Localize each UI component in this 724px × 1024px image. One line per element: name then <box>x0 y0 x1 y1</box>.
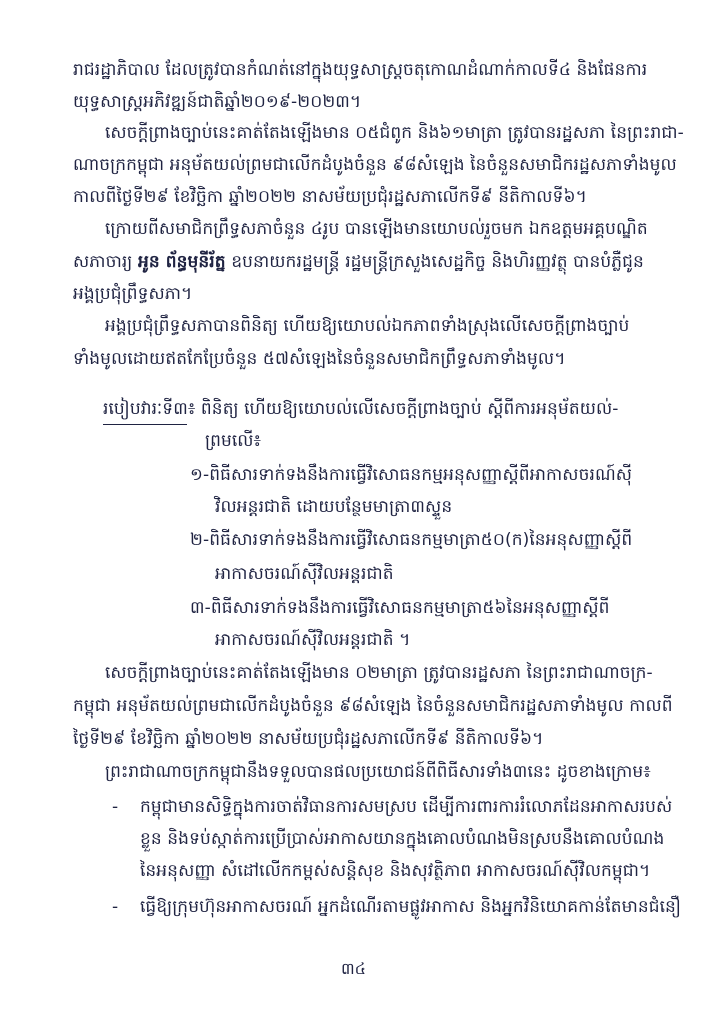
paragraph-line: ណាចក្រកម្ពុជា អនុម័តយល់ព្រមជាលើកដំបូងចំនួន ៩៨សំឡេង នៃចំនួនសមាជិករដ្ឋសភាទាំងមូល <box>73 155 677 175</box>
bullet-line: នៃអនុសញ្ញា សំដៅលើកកម្ពស់សន្តិសុខ និងសុវត្ថិភាព អាកាសចរណ៍ស៊ីវិលកម្ពុជា។ <box>140 861 651 881</box>
paragraph-line <box>73 250 644 274</box>
list-item-continuation: អាកាសចរណ៍ស៊ីវិលអន្តរជាតិ ។ <box>215 630 411 650</box>
bullet-dash: - <box>112 897 119 917</box>
paragraph-line: កាលពីថ្ងៃទី២៩ ខែវិច្ឆិកា ឆ្នាំ២០២២ នាសម័យប្រជុំរដ្ឋសភាលើកទី៩ នីតិកាលទី៦។ <box>73 187 587 207</box>
bullet-line: កម្ពុជាមានសិទ្ធិក្នុងការចាត់វិធានការសមស្រប ដើម្បីការពារការរំលោភដែនអាកាសរបស់ <box>140 797 673 817</box>
list-item: ១-ពិធីសារទាក់ទងនឹងការធ្វើវិសោធនកម្មអនុសញ្ញាស្ដីពីអាកាសចរណ៍ស៊ី <box>190 465 633 485</box>
paragraph-line: ថ្ងៃទី២៩ ខែវិច្ឆិកា ឆ្នាំ២០២២ នាសម័យប្រជុំរដ្ឋសភាលើកទី៩ នីតិកាលទី៦។ <box>73 729 544 749</box>
paragraph-line: ក្រោយពីសមាជិកព្រឹទ្ធសភាចំនួន ៤រូប បានឡើងមានយោបល់រួចមក ឯកឧត្តមអគ្គបណ្ឌិត <box>105 219 648 239</box>
paragraph-line: ព្រះរាជាណាចក្រកម្ពុជានឹងទទួលបានផលប្រយោជន៍ពីពិធីសារទាំង៣នេះ ដូចខាងក្រោម៖ <box>105 762 651 782</box>
bullet-line: ខ្លួន និងទប់ស្កាត់ការប្រើប្រាស់អាកាសយានក្នុងគោលបំណងមិនស្របនឹងគោលបំណង <box>140 829 665 849</box>
paragraph-line: ព្រមលើ៖ <box>205 431 262 451</box>
paragraph-line: សេចក្ដីព្រាងច្បាប់នេះគាត់តែងឡើងមាន ០៥ជំពូក និង៦១មាត្រា ត្រូវបានរដ្ឋសភា នៃព្រះរាជា- <box>105 123 684 143</box>
agenda-label: របៀបវារៈទី៣៖ <box>103 399 196 419</box>
list-item: ៣-ពិធីសារទាក់ទងនឹងការធ្វើវិសោធនកម្មមាត្រា៥៦នៃអនុសញ្ញាស្ដីពី <box>190 598 610 618</box>
bullet-dash: - <box>112 797 119 817</box>
paragraph-line: អង្គប្រជុំព្រឹទ្ធសភា។ <box>73 284 193 304</box>
paragraph-line: អង្គប្រជុំព្រឹទ្ធសភាបានពិនិត្យ ហើយឱ្យយោបល់ឯកភាពទាំងស្រុងលើសេចក្ដីព្រាងច្បាប់ <box>105 316 630 336</box>
list-item-continuation: អាកាសចរណ៍ស៊ីវិលអន្តរជាតិ <box>215 564 394 584</box>
agenda-underline <box>103 424 187 425</box>
list-item-continuation: វិលអន្តរជាតិ ដោយបន្ថែមមាត្រា៣ស្ទួន <box>215 497 453 517</box>
page-number: ៣៤ <box>341 959 366 978</box>
paragraph-line: រាជរដ្ឋាភិបាល ដែលត្រូវបានកំណត់នៅក្នុងយុទ្ធសាស្ត្រចតុកោណដំណាក់កាលទី៤ និងផែនការ <box>73 60 648 80</box>
bullet-line: ធ្វើឱ្យក្រុមហ៊ុនអាកាសចរណ៍ អ្នកដំណើរតាមផ្លូវអាកាស និងអ្នកវិនិយោគកាន់តែមានជំនឿ <box>140 897 682 917</box>
paragraph-line: យុទ្ធសាស្ត្រអភិវឌ្ឍន៍ជាតិឆ្នាំ២០១៩-២០២៣។ <box>73 92 362 112</box>
agenda-heading <box>103 397 619 421</box>
text-segment: សភាចារ្យ <box>73 252 138 272</box>
paragraph-line: ទាំងមូលដោយឥតកែប្រែចំនួន ៥៧សំឡេងនៃចំនួនសមាជិកព្រឹទ្ធសភាទាំងមូល។ <box>73 349 566 369</box>
paragraph-line: សេចក្ដីព្រាងច្បាប់នេះគាត់តែងឡើងមាន ០២មាត្រា ត្រូវបានរដ្ឋសភា នៃព្រះរាជាណាចក្រ- <box>105 663 653 683</box>
list-item: ២-ពិធីសារទាក់ទងនឹងការធ្វើវិសោធនកម្មមាត្រា៥០(ក)នៃអនុសញ្ញាស្ដីពី <box>190 530 633 550</box>
speaker-name: អូន ព័ន្ធមុនីរ័ត្ន <box>137 252 226 272</box>
agenda-text: ពិនិត្យ ហើយឱ្យយោបល់លើសេចក្ដីព្រាងច្បាប់ ស្ដីពីការអនុម័តយល់- <box>195 399 619 419</box>
text-segment: ឧបនាយករដ្ឋមន្ត្រី រដ្ឋមន្ត្រីក្រសួងសេដ្ឋកិច្ច និងហិរញ្ញវត្ថុ បានបំភ្លឺជូន <box>225 252 644 272</box>
paragraph-line: កម្ពុជា អនុម័តយល់ព្រមជាលើកដំបូងចំនួន ៩៨សំឡេង នៃចំនួនសមាជិករដ្ឋសភាទាំងមូល កាលពី <box>73 696 673 716</box>
